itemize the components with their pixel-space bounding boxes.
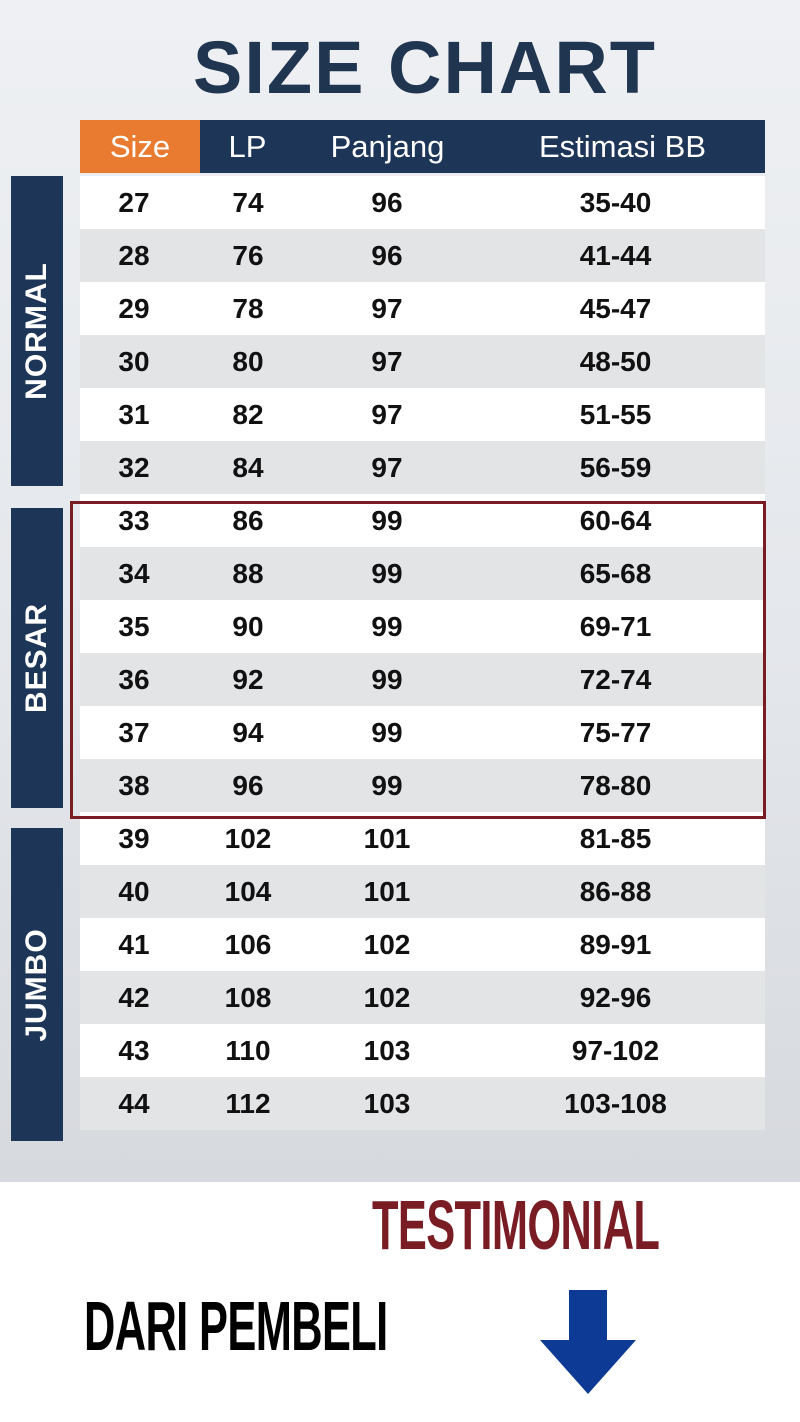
cell-estimasi-bb: 45-47	[579, 293, 652, 324]
cell-size: 34	[118, 558, 150, 589]
cell-size: 35	[118, 611, 150, 642]
cell-estimasi-bb: 86-88	[579, 876, 652, 907]
cell-size: 31	[118, 399, 150, 430]
cell-size: 44	[118, 1088, 150, 1119]
table-row	[80, 547, 765, 600]
cell-estimasi-bb: 72-74	[579, 664, 652, 695]
cell-size: 30	[118, 346, 150, 377]
cell-lp: 102	[224, 823, 272, 854]
cell-size: 32	[118, 452, 150, 483]
cell-estimasi-bb: 89-91	[579, 929, 652, 960]
cell-lp: 94	[232, 717, 264, 748]
cell-size: 27	[118, 187, 150, 218]
cell-panjang: 99	[371, 717, 403, 748]
cell-panjang: 103	[363, 1088, 411, 1119]
chart-title: SIZE CHART	[193, 26, 657, 109]
cell-estimasi-bb: 78-80	[579, 770, 652, 801]
cell-estimasi-bb: 92-96	[579, 982, 652, 1013]
cell-size: 40	[118, 876, 150, 907]
cell-size: 43	[118, 1035, 150, 1066]
table-row	[80, 1024, 765, 1077]
cell-estimasi-bb: 48-50	[579, 346, 652, 377]
cell-estimasi-bb: 69-71	[579, 611, 652, 642]
cell-size: 29	[118, 293, 150, 324]
cell-lp: 106	[224, 929, 272, 960]
cell-size: 37	[118, 717, 150, 748]
header-lp: LP	[228, 129, 267, 164]
cell-lp: 88	[232, 558, 264, 589]
cell-panjang: 99	[371, 558, 403, 589]
cell-panjang: 97	[371, 293, 403, 324]
table-row	[80, 865, 765, 918]
cell-lp: 90	[232, 611, 264, 642]
table-row	[80, 918, 765, 971]
table-row	[80, 335, 765, 388]
group-label-besar	[11, 508, 63, 808]
group-label-jumbo	[11, 828, 63, 1141]
header-panjang: Panjang	[330, 129, 445, 164]
table-header	[80, 120, 765, 173]
group-label-text: JUMBO	[20, 927, 53, 1042]
cell-lp: 78	[232, 293, 264, 324]
cell-size: 41	[118, 929, 150, 960]
cell-lp: 108	[224, 982, 272, 1013]
table-row	[80, 812, 765, 865]
cell-lp: 104	[224, 876, 272, 907]
cell-panjang: 101	[363, 876, 411, 907]
testimonial-heading: TESTIMONIAL	[372, 1186, 660, 1264]
cell-lp: 74	[232, 187, 264, 218]
cell-lp: 80	[232, 346, 264, 377]
cell-size: 36	[118, 664, 150, 695]
table-row	[80, 706, 765, 759]
table-row	[80, 759, 765, 812]
cell-estimasi-bb: 81-85	[579, 823, 652, 854]
cell-panjang: 97	[371, 346, 403, 377]
header-estimasi-bb: Estimasi BB	[538, 129, 707, 164]
table-row	[80, 653, 765, 706]
cell-estimasi-bb: 35-40	[579, 187, 652, 218]
cell-estimasi-bb: 65-68	[579, 558, 652, 589]
cell-estimasi-bb: 97-102	[571, 1035, 660, 1066]
cell-lp: 86	[232, 505, 264, 536]
table-row	[80, 494, 765, 547]
cell-panjang: 96	[371, 187, 403, 218]
cell-estimasi-bb: 51-55	[579, 399, 652, 430]
table-row	[80, 282, 765, 335]
cell-panjang: 101	[363, 823, 411, 854]
cell-lp: 112	[225, 1088, 271, 1119]
table-row	[80, 176, 765, 229]
cell-size: 28	[118, 240, 150, 271]
cell-size: 38	[118, 770, 150, 801]
table-body	[80, 176, 765, 1130]
dari-pembeli-heading: DARI PEMBELI	[84, 1287, 388, 1365]
cell-panjang: 99	[371, 664, 403, 695]
table-row	[80, 600, 765, 653]
cell-lp: 82	[232, 399, 264, 430]
cell-size: 39	[118, 823, 150, 854]
group-label-text: BESAR	[20, 602, 53, 714]
table-row	[80, 971, 765, 1024]
cell-panjang: 99	[371, 611, 403, 642]
table-row	[80, 388, 765, 441]
group-label-normal	[11, 176, 63, 486]
cell-size: 42	[118, 982, 150, 1013]
cell-lp: 92	[232, 664, 264, 695]
cell-estimasi-bb: 60-64	[579, 505, 652, 536]
arrow-down-icon	[538, 1290, 638, 1394]
table-row	[80, 441, 765, 494]
cell-panjang: 97	[371, 399, 403, 430]
cell-panjang: 99	[371, 770, 403, 801]
cell-size: 33	[118, 505, 150, 536]
header-size: Size	[80, 120, 200, 173]
cell-panjang: 97	[371, 452, 403, 483]
group-label-text: NORMAL	[20, 262, 53, 400]
cell-lp: 76	[232, 240, 264, 271]
table-row	[80, 229, 765, 282]
cell-lp: 84	[232, 452, 264, 483]
cell-lp: 96	[232, 770, 264, 801]
cell-panjang: 96	[371, 240, 403, 271]
cell-estimasi-bb: 75-77	[579, 717, 652, 748]
cell-panjang: 99	[371, 505, 403, 536]
table-row	[80, 1077, 765, 1130]
cell-estimasi-bb: 103-108	[564, 1088, 667, 1119]
cell-panjang: 102	[363, 929, 411, 960]
cell-panjang: 102	[363, 982, 411, 1013]
cell-estimasi-bb: 41-44	[579, 240, 652, 271]
cell-panjang: 103	[363, 1035, 411, 1066]
cell-lp: 110	[225, 1035, 271, 1066]
cell-estimasi-bb: 56-59	[579, 452, 652, 483]
